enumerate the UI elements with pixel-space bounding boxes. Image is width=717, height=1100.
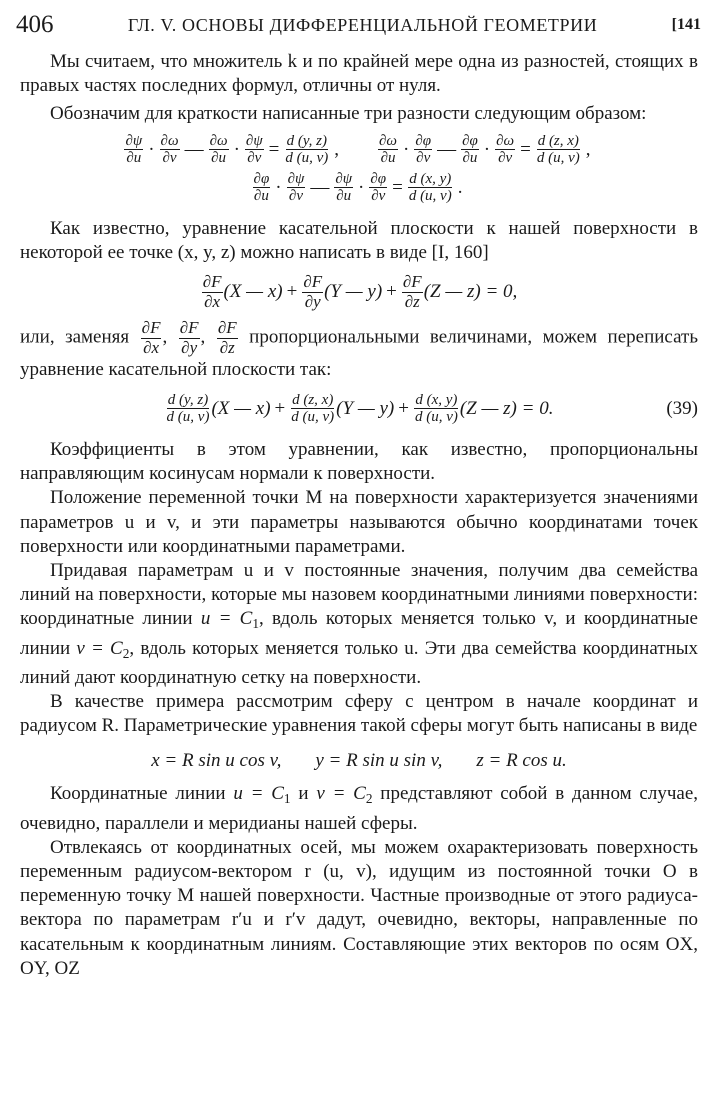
paragraph-10: Отвлекаясь от координатных осей, мы можем охарактеризовать поверхность переменным радиусом-вектором r (u, v), идущим из постоянной точки O в переменную точку M нашей поверхности. Частные производные от этого радиуса-вектора по параметрам r′u и r′v дадут, очевидно, векторы, направленные по касательным к координатным линиям. Составляющие этих векторов по осям OX, OY, OZ xyxy=(20,836,698,979)
paragraph-3: Как известно, уравнение касательной плоскости к нашей поверхности в некоторой ее точке (x, y, z) можно написать в виде [I, 160] xyxy=(20,217,698,263)
equation-number: (39) xyxy=(666,397,698,419)
paragraph-2: Обозначим для краткости написанные три разности следующим образом: xyxy=(50,103,647,125)
paragraph-4: или, заменяя $\frac{\partial F}{\partial x}$ , $\frac{\partial F}{\partial y}$ , $\frac{\partial F}{\partial z}$ пропорциональными величинами, можем переписать уравнение касательной плоскости так: xyxy=(20,318,698,380)
paragraph-8: В качестве примера рассмотрим сферу с центром в начале координат и радиусом R. Параметрические уравнения такой сферы могут быть написаны в виде xyxy=(20,691,698,737)
section-number: [141 xyxy=(671,16,701,33)
formula-sphere: x = R sin u cos v, y = R sin u sin v, z = R cos u. xyxy=(151,750,567,772)
formula-39: $\frac{d (y, z)}{d (u, v)}$ (X — x) + $\frac{d (z, x)}{d (u, v)}$ (Y — y) + $\frac{d (x, y)}{d (u, v)}$ (Z — z) = 0. (39) xyxy=(166,391,698,426)
paragraph-7: Придавая параметрам u и v постоянные значения, получим два семейства линий на поверхности, которые мы назовем координатными линиями поверхности: координатные линии $u = C_1$, вдоль которых меняется только v, и координатные линии $v = C_2$, вдоль которых меняется только u. Эти два семейства координатных линий дают координатную сетку на поверхности. xyxy=(20,559,698,688)
page-number: 406 xyxy=(16,11,54,38)
formula-jacobians-row1: $\frac{\partial\psi}{\partial u}$ · $\frac{\partial\omega}{\partial v}$ — $\frac{\partial\omega}{\partial u}$ · $\frac{\partial\psi}{\partial v}$ = $\frac{d (y, z)}{d (u, v)}$ , $\frac{\partial\omega}{\partial u}$ · $\frac{\partial\varphi}{\partial v}$ — $\frac{\partial\varphi}{\partial u}$ · $\frac{\partial\omega}{\partial v}$ = $\frac{d (z, x)}{d (u, v)}$ , xyxy=(125,132,591,167)
page-header xyxy=(16,8,701,42)
running-title: ГЛ. V. ОСНОВЫ ДИФФЕРЕНЦИАЛЬНОЙ ГЕОМЕТРИИ xyxy=(127,14,598,35)
formula-jacobians-row2: $\frac{\partial\varphi}{\partial u}$ · $\frac{\partial\psi}{\partial v}$ — $\frac{\partial\psi}{\partial u}$ · $\frac{\partial\varphi}{\partial v}$ = $\frac{d (x, y)}{d (u, v)}$ . xyxy=(253,170,463,205)
paragraph-6: Положение переменной точки M на поверхности характеризуется значениями параметров u и v, и эти параметры называются обычно координатами точек поверхности или координатными параметрами. xyxy=(20,487,698,557)
page-body xyxy=(20,50,698,981)
paragraph-1: Мы считаем, что множитель k и по крайней мере одна из разностей, стоящих в правых частях последних формул, отличны от нуля. xyxy=(20,51,698,97)
paragraph-9: Координатные линии $u = C_1$ и $v = C_2$ представляют собой в данном случае, очевидно, параллели и меридианы нашей сферы. xyxy=(20,783,699,834)
paragraph-5: Коэффициенты в этом уравнении, как известно, пропорциональны направляющим косинусам нормали к поверхности. xyxy=(20,438,698,485)
formula-tangent-plane: $\frac{\partial F}{\partial x}$ (X — x) + $\frac{\partial F}{\partial y}$ (Y — y) + $\frac{\partial F}{\partial z}$ (Z — z) = 0, xyxy=(202,272,518,311)
